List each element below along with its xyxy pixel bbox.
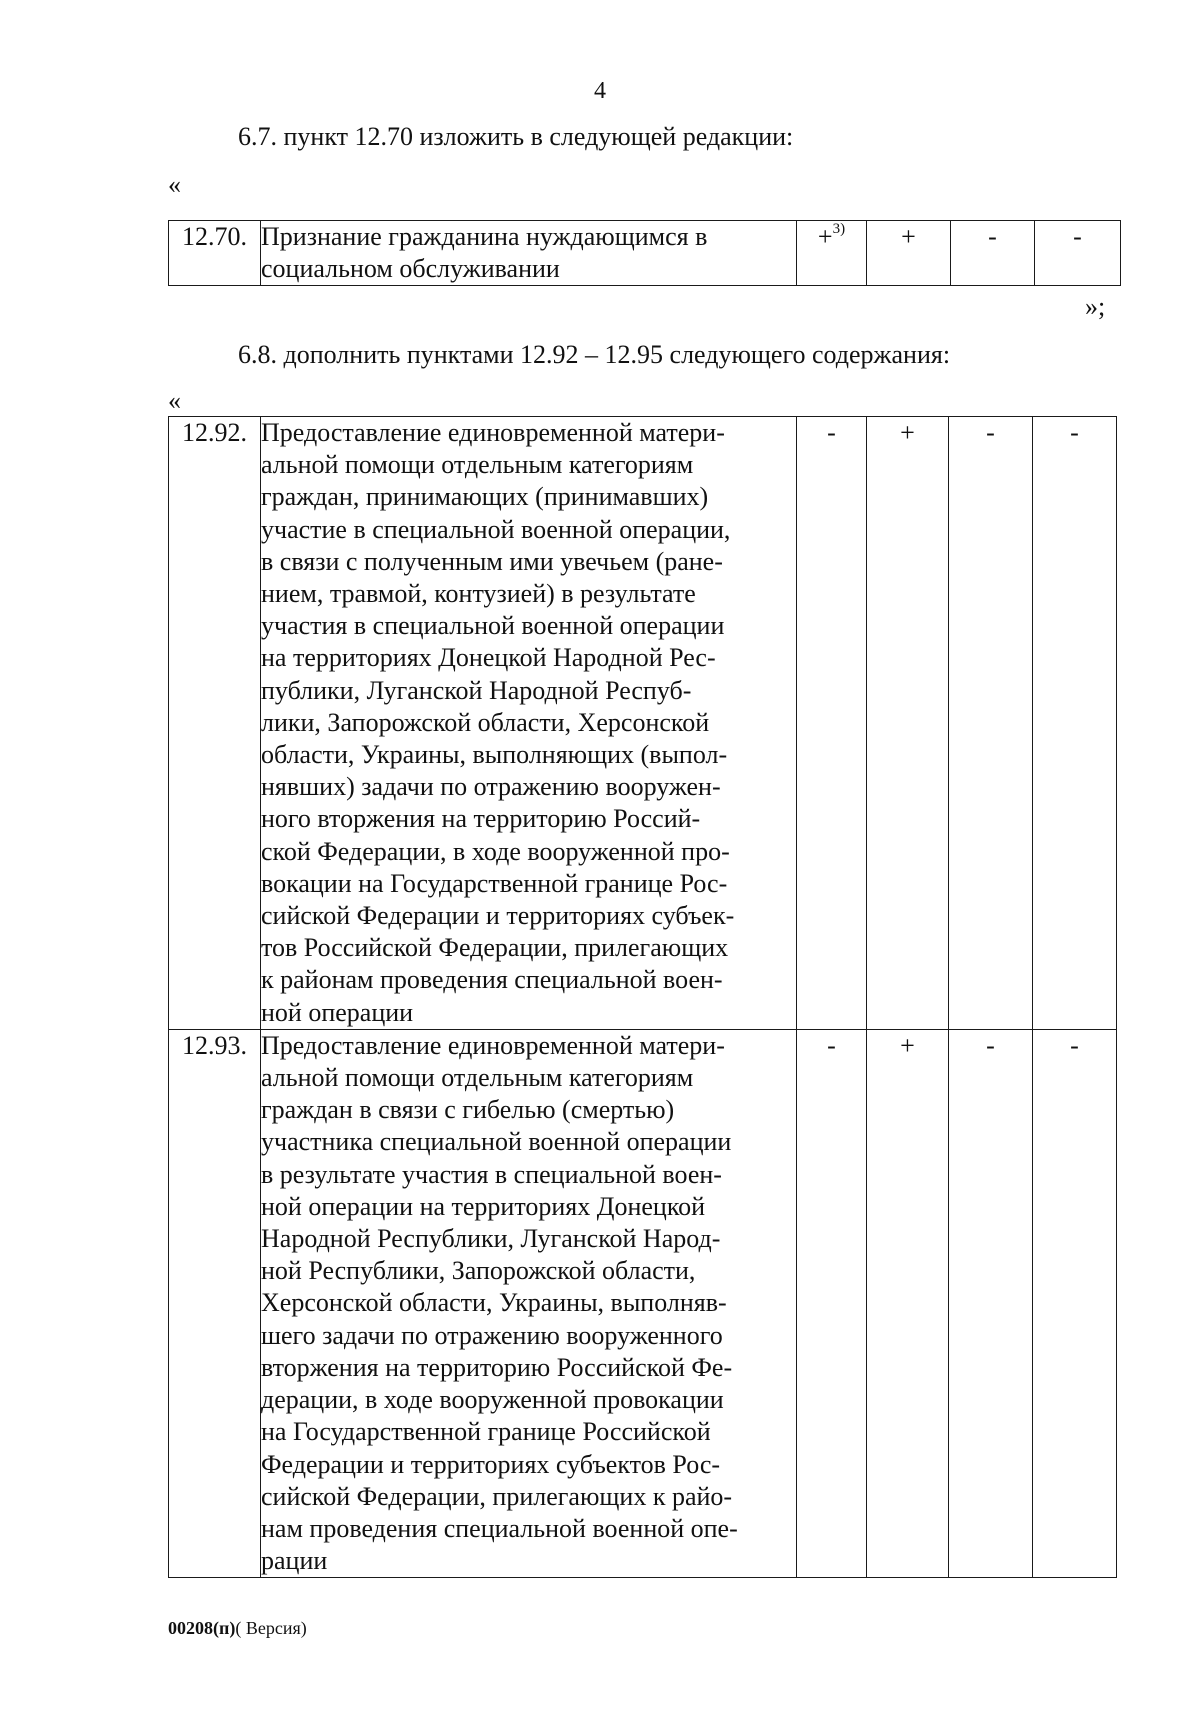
mark-col-4: - [1035, 221, 1121, 286]
description-line: граждан, принимающих (принимавших) [261, 482, 709, 512]
description-line: Херсонской области, Украины, выполняв- [261, 1288, 727, 1318]
mark-col-2: + [867, 417, 949, 1030]
version-label: ( Версия) [235, 1618, 307, 1638]
mark-col-1: - [797, 417, 867, 1030]
description-line: нам проведения специальной военной опе- [261, 1513, 738, 1543]
table-row [169, 417, 1117, 1030]
description-line: рации [261, 1546, 328, 1576]
description-line: ной Республики, Запорожской области, [261, 1256, 696, 1286]
description-line: Признание гражданина нуждающимся в [261, 222, 708, 251]
description-line: на территориях Донецкой Народной Рес- [261, 643, 716, 673]
mark-col-2: + [867, 1029, 949, 1577]
description-line: участие в специальной военной операции, [261, 514, 731, 544]
description-line: Народной Республики, Луганской Народ- [261, 1224, 721, 1254]
description-line: публики, Луганской Народной Респуб- [261, 675, 692, 705]
description-line: альной помощи отдельным категориям [261, 450, 694, 480]
item-number: 12.92. [169, 417, 261, 1030]
mark-value: + [817, 222, 833, 251]
description-line: дерации, в ходе вооруженной провокации [261, 1385, 724, 1415]
table-item-12-70 [168, 220, 1121, 286]
mark-col-4: - [1033, 417, 1117, 1030]
description-line: на Государственной границе Российской [261, 1417, 711, 1447]
item-description [261, 1029, 797, 1577]
opening-quote: « [168, 386, 181, 415]
mark-col-1: - [797, 1029, 867, 1577]
description-line: области, Украины, выполняющих (выпол- [261, 740, 728, 770]
table-row [169, 221, 1121, 286]
mark-col-2: + [867, 221, 951, 286]
description-line: вторжения на территорию Российской Фе- [261, 1352, 733, 1382]
mark-col-3: - [949, 1029, 1033, 1577]
description-line: нявших) задачи по отражению вооружен- [261, 772, 721, 802]
opening-quote: « [168, 170, 181, 199]
description-line: Предоставление единовременной матери- [261, 1030, 725, 1060]
description-line: вокации на Государственной границе Рос- [261, 868, 728, 898]
page-number: 4 [594, 78, 606, 104]
description-line: ной операции [261, 997, 414, 1027]
description-line: альной помощи отдельным категориям [261, 1063, 694, 1093]
amendment-6-7-text: 6.7. пункт 12.70 изложить в следующей редакции: [238, 122, 794, 151]
description-line: лики, Запорожской области, Херсонской [261, 707, 710, 737]
description-line: нием, травмой, контузией) в результате [261, 579, 696, 609]
item-description [261, 221, 797, 286]
description-line: участия в специальной военной операции [261, 611, 725, 641]
document-code: 00208(п) [168, 1618, 236, 1638]
description-line: шего задачи по отражению вооруженного [261, 1320, 723, 1350]
table-items-12-92-12-93 [168, 416, 1117, 1578]
description-line: социальном обслуживании [261, 254, 560, 284]
table-row [169, 1029, 1117, 1577]
description-line: участника специальной военной операции [261, 1127, 732, 1157]
description-line: сийской Федерации и территориях субъек- [261, 901, 735, 931]
mark-col-3: - [949, 417, 1033, 1030]
mark-col-3: - [951, 221, 1035, 286]
mark-col-1 [797, 221, 867, 286]
description-line: сийской Федерации, прилегающих к райо- [261, 1481, 733, 1511]
description-line: тов Российской Федерации, прилегающих [261, 933, 729, 963]
mark-col-4: - [1033, 1029, 1117, 1577]
description-line: ской Федерации, в ходе вооруженной про- [261, 836, 730, 866]
footnote-ref: 3) [832, 221, 846, 238]
description-line: ной операции на территориях Донецкой [261, 1191, 706, 1221]
item-number: 12.70. [169, 221, 261, 286]
closing-quote: »; [1085, 292, 1106, 321]
amendment-6-8-text: 6.8. дополнить пунктами 12.92 – 12.95 следующего содержания: [238, 340, 951, 369]
description-line: Предоставление единовременной матери- [261, 418, 725, 447]
description-line: Федерации и территориях субъектов Рос- [261, 1449, 721, 1479]
description-line: в связи с полученным ими увечьем (ране- [261, 546, 723, 576]
item-description [261, 417, 797, 1030]
description-line: к районам проведения специальной воен- [261, 965, 723, 995]
description-line: ного вторжения на территорию Россий- [261, 804, 701, 834]
description-line: в результате участия в специальной воен- [261, 1159, 722, 1189]
document-footer [168, 1618, 307, 1639]
description-line: граждан в связи с гибелью (смертью) [261, 1095, 675, 1125]
item-number: 12.93. [169, 1029, 261, 1577]
